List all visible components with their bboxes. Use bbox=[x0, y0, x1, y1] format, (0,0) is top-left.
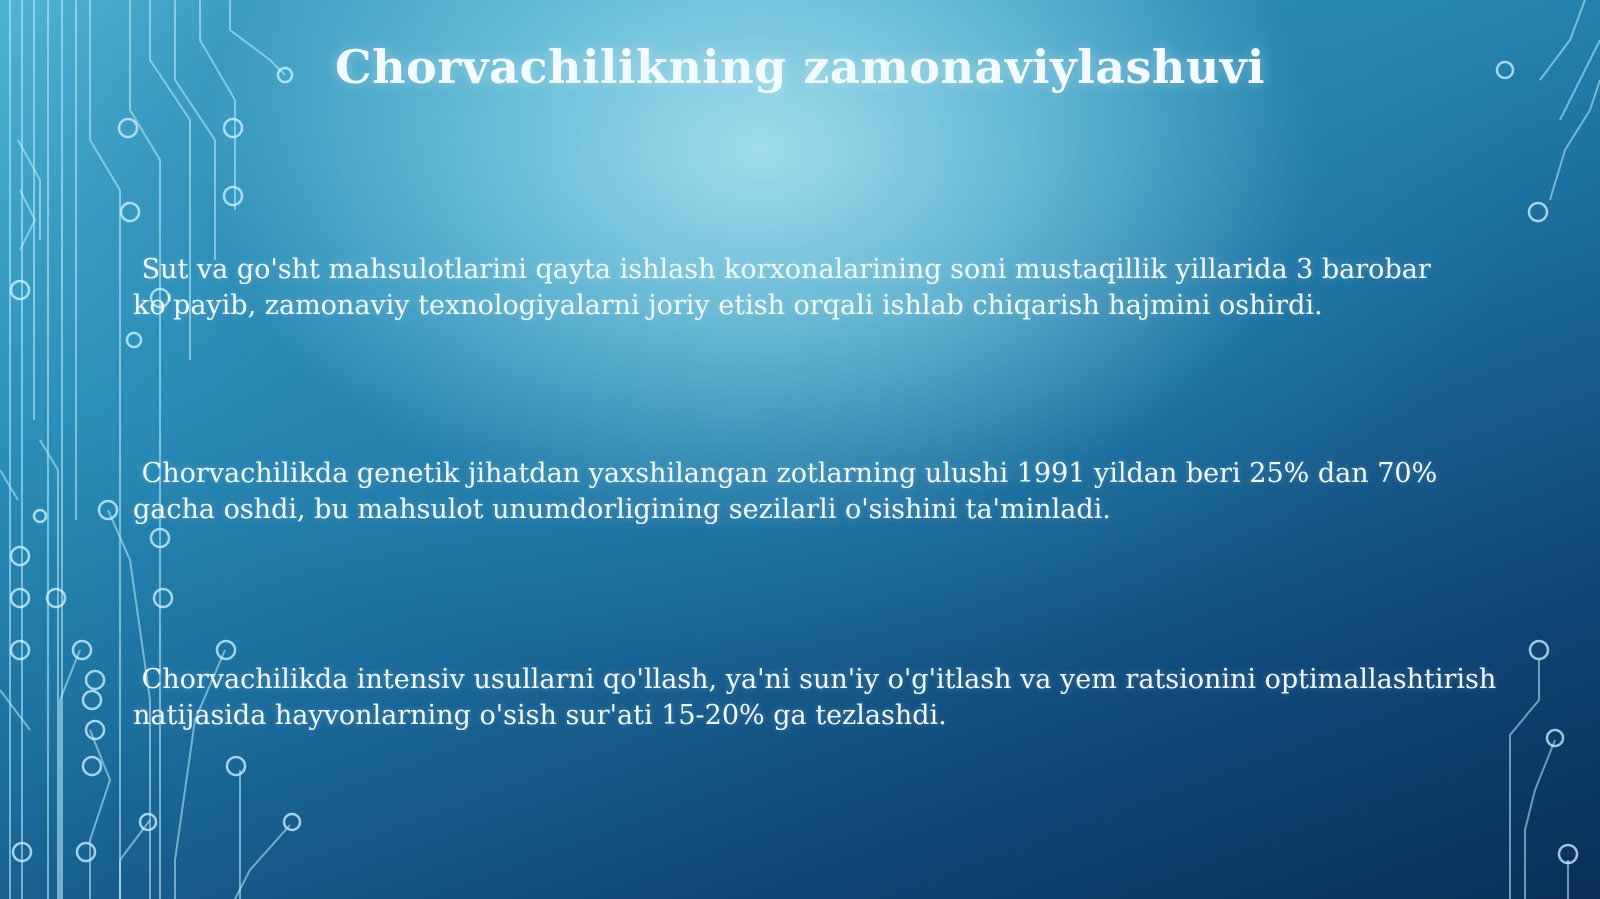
paragraph-processing-plants: Sut va go'sht mahsulotlarini qayta ishlash korxonalarining soni mustaqillik yillarida 3 barobar ko'payib, zamonaviy texnologiyalarni joriy etish orqali ishlab chiqarish hajmini oshirdi. bbox=[133, 254, 1440, 321]
paragraph-intensive-methods: Chorvachilikda intensiv usullarni qo'llash, ya'ni sun'iy o'g'itlash va yem ratsionini optimallashtirish natijasida hayvonlarning o'sish sur'ati 15-20% ga tezlashdi. bbox=[133, 664, 1505, 731]
circuit-decoration-left bbox=[0, 0, 320, 899]
circuit-decoration-right bbox=[1480, 0, 1600, 899]
slide-title: Chorvachilikning zamonaviylashuvi bbox=[334, 40, 1266, 94]
paragraph-genetic-breeds: Chorvachilikda genetik jihatdan yaxshilangan zotlarning ulushi 1991 yildan beri 25% dan 70% gacha oshdi, bu mahsulot unumdorligining sezilarli o'sishini ta'minladi. bbox=[133, 458, 1446, 525]
